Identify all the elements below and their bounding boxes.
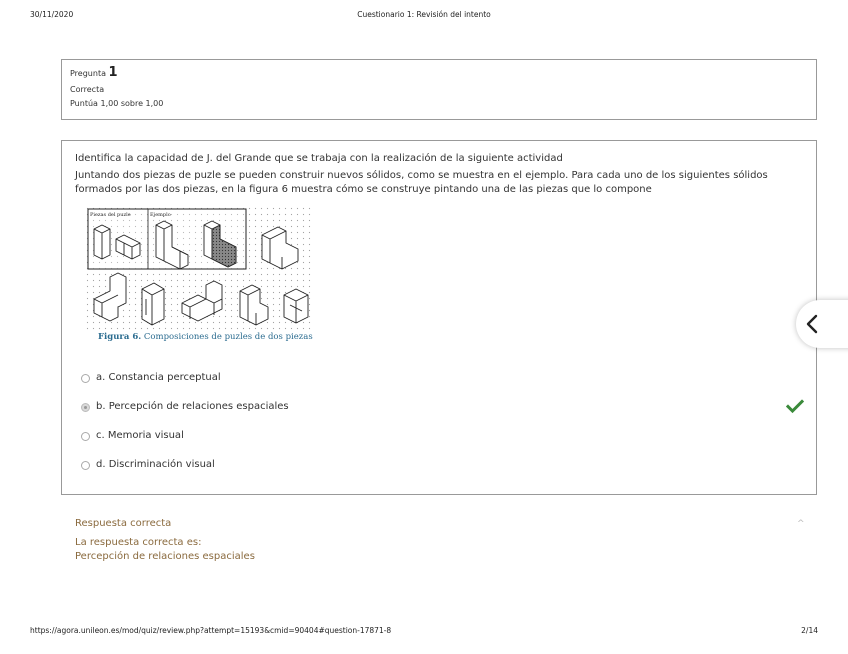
figure-caption bbox=[98, 332, 313, 342]
print-title: Cuestionario 1: Revisión del intento bbox=[357, 10, 491, 19]
question-text-prompt: Identifica la capacidad de J. del Grande que se trabaja con la realización de la siguiente actividad bbox=[75, 153, 563, 164]
answer-option-b-label: b. Percepción de relaciones espaciales bbox=[96, 401, 289, 412]
figure-label-example: Ejemplo bbox=[150, 212, 171, 218]
answer-option-a[interactable] bbox=[81, 370, 801, 399]
question-text bbox=[75, 152, 800, 200]
feedback-answer: Percepción de relaciones espaciales bbox=[75, 551, 255, 562]
feedback-intro: La respuesta correcta es: bbox=[75, 537, 202, 548]
print-footer bbox=[30, 626, 818, 640]
question-state: Correcta bbox=[70, 85, 105, 94]
print-header bbox=[30, 10, 818, 24]
figure-caption-text: Composiciones de puzles de dos piezas bbox=[141, 332, 313, 342]
question-grade: Puntúa 1,00 sobre 1,00 bbox=[70, 99, 164, 108]
radio-d[interactable] bbox=[81, 461, 90, 470]
answer-option-a-label: a. Constancia perceptual bbox=[96, 372, 221, 383]
answer-option-b[interactable] bbox=[81, 399, 801, 428]
question-number-line bbox=[70, 66, 808, 81]
question-info-box bbox=[61, 59, 817, 120]
answer-option-c-label: c. Memoria visual bbox=[96, 430, 184, 441]
print-url: https://agora.unileon.es/mod/quiz/review.php?attempt=15193&cmid=90404#question-17871-8 bbox=[30, 626, 392, 635]
question-box bbox=[61, 140, 817, 495]
chevron-up-icon[interactable]: ^ bbox=[797, 519, 805, 529]
feedback-body bbox=[75, 536, 815, 564]
answer-options bbox=[81, 370, 801, 486]
puzzle-figure bbox=[86, 207, 314, 347]
figure-caption-number: Figura 6. bbox=[98, 332, 142, 342]
question-number: 1 bbox=[108, 65, 118, 80]
feedback-heading: Respuesta correcta bbox=[75, 518, 172, 529]
radio-a[interactable] bbox=[81, 374, 90, 383]
question-label: Pregunta bbox=[70, 69, 106, 78]
drawer-toggle-button[interactable] bbox=[796, 300, 848, 348]
answer-option-d[interactable] bbox=[81, 457, 801, 486]
radio-b[interactable] bbox=[81, 403, 90, 412]
answer-option-d-label: d. Discriminación visual bbox=[96, 459, 215, 470]
print-date: 30/11/2020 bbox=[30, 10, 74, 19]
feedback-section bbox=[75, 517, 815, 564]
radio-c[interactable] bbox=[81, 432, 90, 441]
chevron-left-icon bbox=[804, 314, 820, 334]
figure-label-pieces: Piezas del puzle bbox=[90, 212, 131, 218]
answer-option-c[interactable] bbox=[81, 428, 801, 457]
question-text-body: Juntando dos piezas de puzle se pueden construir nuevos sólidos, como se muestra en el ejemplo. Para cada uno de los siguientes sólidos formados por las dos piezas, en la figura 6 muestra cómo se construye pintando una de las piezas que lo compone bbox=[75, 170, 768, 195]
correct-check-icon bbox=[786, 397, 804, 415]
print-page-number: 2/14 bbox=[801, 626, 818, 635]
